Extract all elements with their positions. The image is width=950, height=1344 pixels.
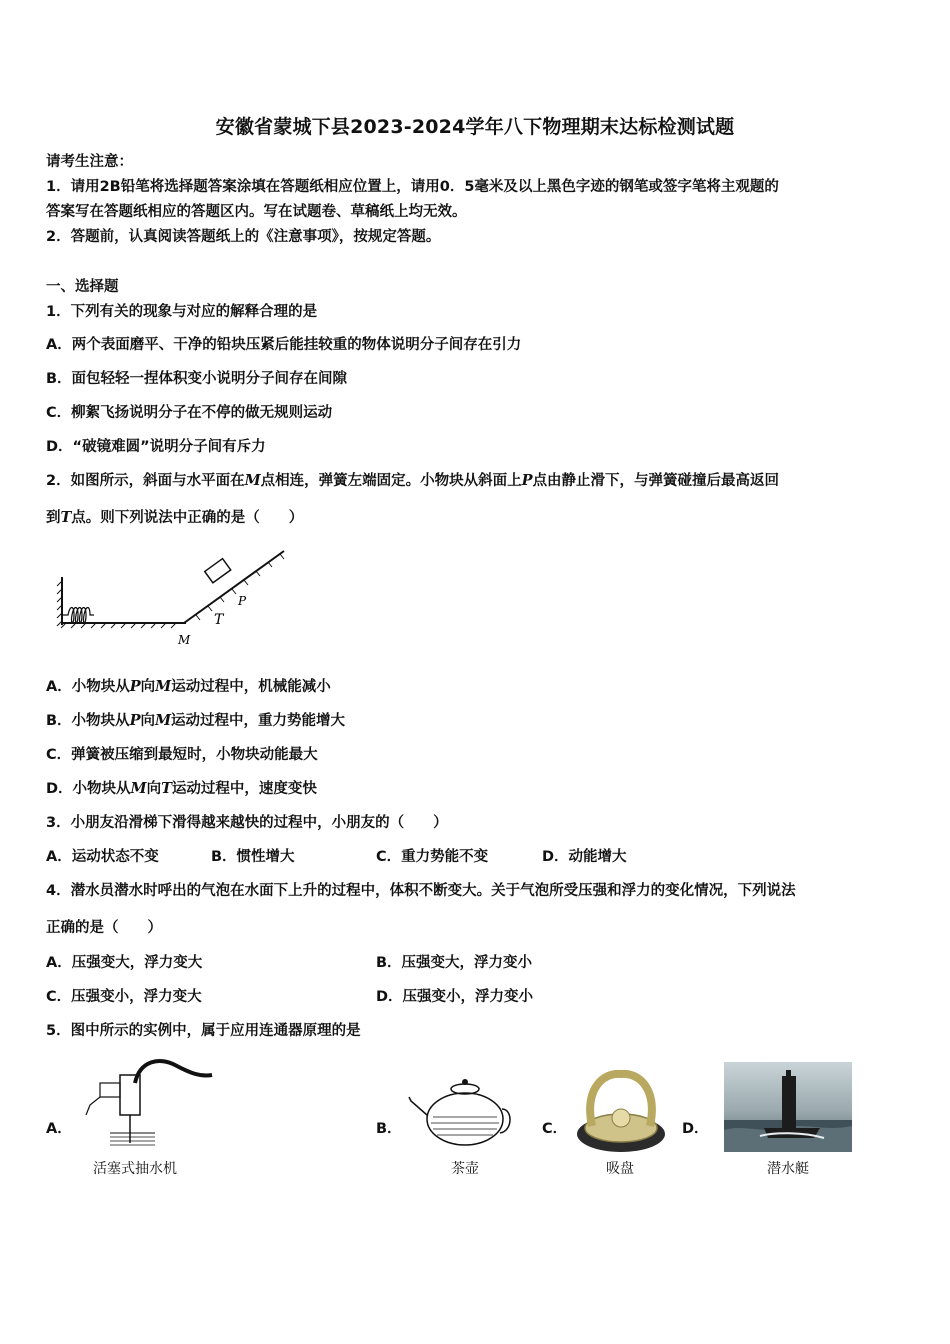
incline-spring-diagram [56,545,296,650]
var-m: M [155,678,172,695]
q2-option-text: 向 [140,679,156,695]
var-m: M [154,712,172,729]
q5-label-a: A． [46,1121,72,1137]
caption-teapot: 茶壶 [451,1161,479,1177]
q2-option-a [46,677,331,697]
q4-option-a: A．压强变大，浮力变大 [46,955,203,971]
q2-stem-text: 2．如图所示，斜面与水平面在 [46,473,245,489]
q5-label-d: D． [682,1121,709,1137]
q2-option-text: D．小物块从 [46,781,131,797]
q2-stem-text: 到 [46,510,61,526]
q2-option-c: C．弹簧被压缩到最短时，小物块动能最大 [46,747,318,763]
q2-option-text: 运动过程中，机械能减小 [171,679,331,695]
q3-option-c: C．重力势能不变 [376,849,489,865]
q2-stem-text: 点相连，弹簧左端固定。小物块从斜面上 [260,473,522,489]
var-t: T [60,509,72,526]
q2-stem-text: 点。则下列说法中正确的是（ ） [71,510,304,526]
var-m: M [130,780,147,797]
q2-stem-text: 点由静止滑下，与弹簧碰撞后最高返回 [532,473,780,489]
notice-heading: 请考生注意： [46,154,133,170]
q1-option-a: A．两个表面磨平、干净的铅块压紧后能挂较重的物体说明分子间存在引力 [46,337,522,353]
var-p: P [521,472,533,489]
notice-item1-line1: 1．请用2B铅笔将选择题答案涂填在答题纸相应位置上，请用0．5毫米及以上黑色字迹的钢笔或签字笔将主观题的 [46,179,779,195]
q1-option-d: D．“破镜难圆”说明分子间有斥力 [46,439,266,455]
q5-stem: 5．图中所示的实例中，属于应用连通器原理的是 [46,1023,361,1039]
teapot-picture [405,1075,515,1155]
notice-item1-line2: 答案写在答题纸相应的答题区内。写在试题卷、草稿纸上均无效。 [46,204,467,220]
label-t: T [214,612,224,628]
q2-option-text: 向 [140,713,155,729]
q3-option-a: A．运动状态不变 [46,849,159,865]
q5-label-b: B． [376,1121,402,1137]
page-title: 安徽省蒙城下县2023-2024学年八下物理期末达标检测试题 [215,116,735,138]
q2-option-text: A．小物块从 [46,679,130,695]
q2-stem-line1 [46,471,779,491]
q4-option-b: B．压强变大，浮力变小 [376,955,533,971]
caption-piston-pump: 活塞式抽水机 [93,1161,177,1177]
notice-item2: 2．答题前，认真阅读答题纸上的《注意事项》，按规定答题。 [46,229,441,245]
q2-stem-line2 [46,508,303,528]
suction-cup-picture [574,1068,669,1156]
incline-hatching [196,554,284,620]
q2-option-text: 向 [146,781,162,797]
q2-option-text: B．小物块从 [46,713,130,729]
submarine-picture [724,1062,852,1152]
q3-stem: 3．小朋友沿滑梯下滑得越来越快的过程中，小朋友的（ ） [46,815,448,831]
piston-pump-picture [80,1055,215,1155]
q3-option-b: B．惯性增大 [211,849,295,865]
block [205,559,231,583]
q2-option-d [46,779,317,799]
incline-line [184,551,284,623]
q5-label-c: C． [542,1121,568,1137]
var-m: M [244,472,261,489]
q4-stem-line2: 正确的是（ ） [46,920,162,936]
q2-option-b [46,711,345,731]
q1-option-b: B．面包轻轻一捏体积变小说明分子间存在间隙 [46,371,348,387]
q4-option-c: C．压强变小，浮力变大 [46,989,202,1005]
var-p: P [129,712,141,729]
q1-stem: 1．下列有关的现象与对应的解释合理的是 [46,304,318,320]
label-m: M [178,633,191,647]
spring [62,608,94,623]
section-heading: 一、选择题 [46,279,119,295]
caption-suction-cup: 吸盘 [606,1161,634,1177]
q4-stem-line1: 4．潜水员潜水时呼出的气泡在水面下上升的过程中，体积不断变大。关于气泡所受压强和浮力的变化情况，下列说法 [46,883,796,899]
q4-option-d: D．压强变小，浮力变小 [376,989,534,1005]
q2-option-text: 运动过程中，重力势能增大 [171,713,346,729]
label-p: P [238,594,247,608]
q3-option-d: D．动能增大 [542,849,627,865]
q2-option-text: 运动过程中，速度变快 [171,781,317,797]
caption-submarine: 潜水艇 [767,1161,809,1177]
q1-option-c: C．柳絮飞扬说明分子在不停的做无规则运动 [46,405,333,421]
var-t: T [161,780,172,797]
var-p: P [129,678,141,695]
